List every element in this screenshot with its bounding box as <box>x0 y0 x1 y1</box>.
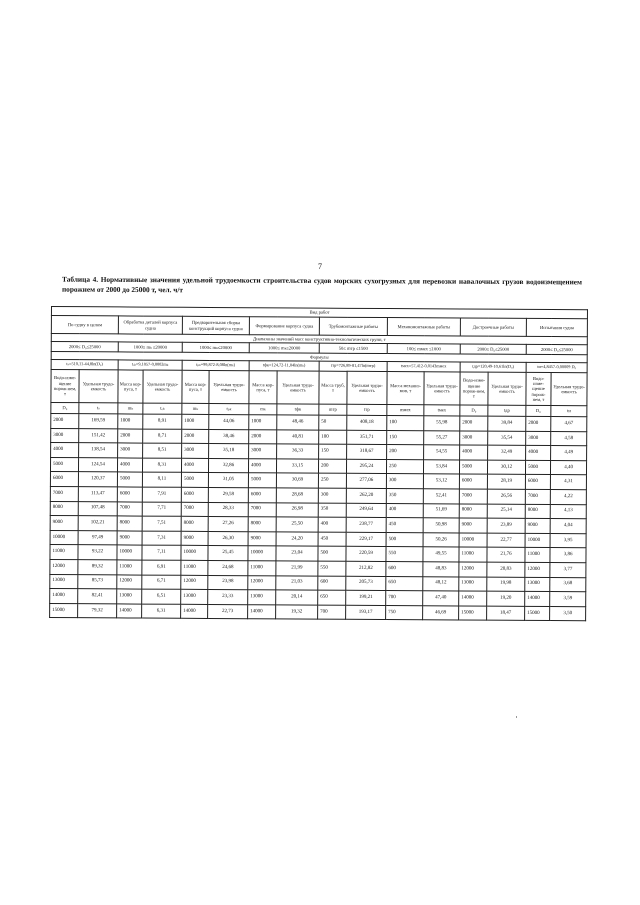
table-cell: 24,20 <box>276 532 318 547</box>
table-cell: 100 <box>387 416 424 431</box>
table-cell: 151,42 <box>79 428 118 443</box>
norms-table <box>49 306 588 622</box>
table-cell: 7,51 <box>142 516 181 531</box>
table-cell: 26,98 <box>276 502 318 517</box>
column-header: Испытания судна <box>526 318 587 336</box>
symbol-cell: tдр <box>488 405 526 416</box>
column-header: Формирование корпуса судна <box>249 317 319 335</box>
table-cell: 48,83 <box>423 562 459 577</box>
table-cell: 4000 <box>51 443 79 458</box>
table-cell: 262,20 <box>346 488 386 503</box>
table-cell: 18,47 <box>487 606 525 621</box>
table-cell: 13000 <box>181 589 208 604</box>
table-cell: 31,05 <box>208 473 248 488</box>
symbol-cell: D₀ <box>526 405 551 416</box>
table-cell: 32,49 <box>488 445 526 460</box>
table-cell: 199,21 <box>346 590 386 605</box>
table-cell: 14000 <box>525 592 550 607</box>
symbol-cell: tₚₖ <box>209 403 249 414</box>
table-cell: 13000 <box>50 574 78 589</box>
table-cell: 3,86 <box>550 548 586 563</box>
table-cell: 23,89 <box>487 518 525 533</box>
symbol-cell: mₖ <box>182 403 209 414</box>
table-cell: 6,31 <box>142 604 181 619</box>
table-cell: 7000 <box>459 489 487 504</box>
table-cell: 150 <box>319 444 347 459</box>
symbol-cell: tмех <box>424 405 460 416</box>
table-cell: 12000 <box>117 574 142 589</box>
table-cell: 53,84 <box>423 460 459 475</box>
table-cell: 25,45 <box>208 546 248 561</box>
table-cell: 15000 <box>50 603 78 618</box>
subheader-cell: Удельная трудо-емкость <box>347 371 387 404</box>
table-cell: 28,33 <box>208 502 248 517</box>
table-cell: 8,91 <box>143 414 182 429</box>
table-cell: 6000 <box>248 488 276 503</box>
table-cell: 28,68 <box>276 488 318 503</box>
table-cell: 8,11 <box>142 472 181 487</box>
table-cell: 29,58 <box>208 487 248 502</box>
table-cell: 11000 <box>181 560 208 575</box>
table-cell: 8,51 <box>143 443 182 458</box>
table-cell: 138,54 <box>79 443 118 458</box>
table-cell: 450 <box>318 532 346 547</box>
table-cell: 500 <box>386 532 423 547</box>
table-cell: 25,14 <box>487 504 525 519</box>
table-cell: 102,21 <box>78 516 117 531</box>
table-cell: 3000 <box>526 431 551 446</box>
table-cell: 4000 <box>117 458 142 473</box>
table-cell: 24,68 <box>208 560 248 575</box>
subheader-cell: Масса труб, т <box>319 371 347 404</box>
table-cell: 13000 <box>525 577 550 592</box>
formula-cell: tдр=120,49-10,61ln(D₀) <box>460 362 526 372</box>
table-cell: 6000 <box>117 487 142 502</box>
table-cell: 7,71 <box>142 502 181 517</box>
table-cell: 3000 <box>249 444 277 459</box>
table-cell: 55,27 <box>424 430 460 445</box>
range-cell: 1000≤ mₖ≤20000 <box>182 342 249 352</box>
table-cell: 4,58 <box>551 431 587 446</box>
table-cell: 8000 <box>181 516 208 531</box>
table-cell: 7000 <box>50 486 78 501</box>
range-cell: 1000≤ mₖ≤20000 <box>249 343 319 353</box>
table-cell: 30,12 <box>487 460 525 475</box>
table-cell: 5000 <box>248 473 276 488</box>
table-cell: 82,41 <box>78 589 117 604</box>
table-cell: 11000 <box>525 548 550 563</box>
table-cell: 400 <box>386 503 423 518</box>
range-cell: 2000≤ D₀≤25000 <box>51 342 118 352</box>
table-cell: 47,40 <box>423 591 459 606</box>
table-cell: 23,98 <box>208 575 248 590</box>
table-cell: 11000 <box>248 561 276 576</box>
table-cell: 7,91 <box>142 487 181 502</box>
symbol-cell: tфк <box>277 404 319 415</box>
table-cell: 14000 <box>50 589 78 604</box>
table-cell: 2000 <box>460 416 488 431</box>
table-cell: 26,56 <box>487 489 525 504</box>
table-cell: 48,12 <box>423 576 459 591</box>
column-header: Достроечные работы <box>460 318 526 336</box>
symbol-cell: mₖ <box>249 404 277 415</box>
table-cell: 650 <box>318 590 346 605</box>
table-row <box>50 603 586 621</box>
table-cell: 54,55 <box>424 445 460 460</box>
table-cell: 700 <box>386 591 423 606</box>
subheader-cell: Масса механиз-мов, т <box>387 372 424 405</box>
table-cell: 40,81 <box>277 429 319 444</box>
table-cell: 26,30 <box>208 531 248 546</box>
table-cell: 38,46 <box>209 429 249 444</box>
table-cell: 550 <box>318 561 346 576</box>
table-cell: 700 <box>318 605 346 620</box>
table-cell: 13000 <box>117 589 142 604</box>
table-cell: 450 <box>386 518 423 533</box>
column-header: Механомонтажные работы <box>387 318 460 336</box>
subheader-cell: Удельная трудо-емкость <box>424 372 460 405</box>
table-cell: 3,68 <box>550 577 586 592</box>
formula-cell: tₚₖ=99,872-8,08ln(mₖ) <box>182 360 249 370</box>
table-cell: 600 <box>318 576 346 591</box>
table-cell: 20,14 <box>276 590 318 605</box>
table-cell: 4000 <box>460 445 488 460</box>
formula-cell: tтр=726,89-81,47ln(mтр) <box>319 361 387 371</box>
table-cell: 21,99 <box>276 561 318 576</box>
table-cell: 21,03 <box>276 575 318 590</box>
table-cell: 85,73 <box>78 574 117 589</box>
range-cell: 100≤ mмех ≤1000 <box>387 344 460 354</box>
table-cell: 6,91 <box>142 560 181 575</box>
table-cell: 21,76 <box>487 548 525 563</box>
table-cell: 4,31 <box>550 475 586 490</box>
ranges-title: Диапазоны значений масс конструктивно-технологических групп, т <box>51 334 587 345</box>
table-cell: 250 <box>386 459 423 474</box>
table-cell: 249,64 <box>346 503 386 518</box>
table-cell: 19,32 <box>276 605 318 620</box>
table-cell: 19,20 <box>487 591 525 606</box>
table-cell: 120,37 <box>78 472 117 487</box>
table-cell: 500 <box>318 546 346 561</box>
table-cell: 11000 <box>50 545 78 560</box>
table-cell: 2000 <box>526 416 551 431</box>
symbol-cell: mₖ <box>118 403 143 414</box>
table-cell: 169,59 <box>79 414 118 429</box>
table-cell: 23,04 <box>276 546 318 561</box>
table-cell: 8000 <box>50 501 78 516</box>
table-cell: 13000 <box>459 577 487 592</box>
table-cell: 46,69 <box>423 605 459 620</box>
table-cell: 12000 <box>50 559 78 574</box>
table-cell: 6,71 <box>142 575 181 590</box>
table-cell: 1000 <box>249 415 277 430</box>
subheader-cell: Масса кор-пуса, т <box>182 370 209 403</box>
table-cell: 600 <box>386 561 423 576</box>
table-cell: 550 <box>386 547 423 562</box>
table-cell: 35,18 <box>209 444 249 459</box>
table-cell: 35,54 <box>488 431 526 446</box>
table-cell: 93,22 <box>78 545 117 560</box>
table-cell: 3,50 <box>550 606 586 621</box>
table-cell: 27,26 <box>208 517 248 532</box>
table-cell: 53,12 <box>423 474 459 489</box>
table-cell: 14000 <box>248 604 276 619</box>
subheader-cell: Водо-изме-щение порож-нем, т <box>526 372 551 405</box>
table-cell: 22,77 <box>487 533 525 548</box>
table-cell: 4,49 <box>551 446 587 461</box>
formula-cell: tи=4,8457-0,00009 D₀ <box>526 362 587 372</box>
work-type-header: Вид работ <box>51 307 587 319</box>
table-cell: 4,22 <box>550 490 586 505</box>
table-cell: 238,77 <box>346 517 386 532</box>
table-cell: 229,17 <box>346 532 386 547</box>
table-cell: 5000 <box>50 457 78 472</box>
table-cell: 89,32 <box>78 560 117 575</box>
table-cell: 10000 <box>525 533 550 548</box>
table-cell: 11000 <box>459 547 487 562</box>
table-cell: 51,69 <box>423 503 459 518</box>
table-cell: 25,50 <box>276 517 318 532</box>
subheader-cell: Масса кор-пуса, т <box>249 371 277 404</box>
table-cell: 2000 <box>182 429 209 444</box>
table-cell: 3000 <box>460 431 488 446</box>
table-caption: Таблица 4. Нормативные значения удельной трудоемкости строительства судов морских сухогрузных для перевозки навалочных грузов водоизмещением порожнем от 2000 до 25000 т, чел. ч/т <box>61 274 583 295</box>
table-cell: 351,71 <box>347 430 387 445</box>
table-cell: 3000 <box>182 443 209 458</box>
table-cell: 750 <box>386 605 423 620</box>
table-cell: 7,31 <box>142 531 181 546</box>
table-cell: 12000 <box>248 575 276 590</box>
table-cell: 7000 <box>117 501 142 516</box>
table-cell: 205,73 <box>346 576 386 591</box>
table-cell: 33,15 <box>276 459 318 474</box>
column-header: По судну в целом <box>51 316 118 334</box>
table-cell: 408,18 <box>347 415 387 430</box>
symbol-cell: tтр <box>347 404 387 415</box>
table-cell: 19,98 <box>487 577 525 592</box>
table-cell: 10000 <box>248 546 276 561</box>
table-cell: 9000 <box>525 519 550 534</box>
table-cell: 300 <box>318 488 346 503</box>
table-cell: 10000 <box>50 530 78 545</box>
table-cell: 8,71 <box>143 429 182 444</box>
table-cell: 3,59 <box>550 592 586 607</box>
norms-table-container <box>49 306 587 622</box>
table-cell: 277,06 <box>346 474 386 489</box>
table-cell: 5000 <box>459 460 487 475</box>
symbol-cell: D₀ <box>51 403 79 414</box>
symbol-cell: tи <box>551 406 587 417</box>
column-header: Обработка деталей корпуса судна <box>118 316 182 334</box>
table-cell: 49,55 <box>423 547 459 562</box>
formulas-title: Формулы <box>51 352 587 363</box>
subheader-cell: Удельная трудо-емкость <box>209 370 249 403</box>
subheader-cell: Удельная трудо-емкость <box>143 370 182 403</box>
table-cell: 1000 <box>182 414 209 429</box>
subheader-cell: Масса кор-пуса, т <box>118 370 143 403</box>
table-cell: 14000 <box>181 604 208 619</box>
table-cell: 5000 <box>525 460 550 475</box>
table-cell: 12000 <box>525 562 550 577</box>
table-cell: 12000 <box>181 575 208 590</box>
subheader-cell: Удельная трудо-емкость <box>551 373 587 406</box>
table-cell: 50,26 <box>423 533 459 548</box>
table-cell: 14000 <box>459 591 487 606</box>
table-cell: 12000 <box>459 562 487 577</box>
range-cell: 2000≤ D₀≤25000 <box>460 344 526 354</box>
subheader-cell: Удельная трудо-емкость <box>488 372 526 405</box>
table-cell: 5000 <box>181 473 208 488</box>
table-cell: 6000 <box>525 475 550 490</box>
table-cell: 4,40 <box>550 460 586 475</box>
table-cell: 107,48 <box>78 501 117 516</box>
table-cell: 200 <box>387 445 424 460</box>
range-cell: 2000≤ D₀≤25000 <box>526 344 587 354</box>
table-cell: 79,32 <box>78 603 117 618</box>
table-cell: 8000 <box>117 516 142 531</box>
table-cell: 52,41 <box>423 489 459 504</box>
table-cell: 6000 <box>181 487 208 502</box>
table-cell: 150 <box>387 430 424 445</box>
table-cell: 1000 <box>118 414 143 429</box>
table-cell: 9000 <box>459 518 487 533</box>
table-cell: 97,49 <box>78 530 117 545</box>
table-cell: 6000 <box>459 474 487 489</box>
table-cell: 10000 <box>459 533 487 548</box>
table-cell: 2000 <box>51 414 79 429</box>
table-cell: 350 <box>386 489 423 504</box>
table-cell: 7000 <box>248 502 276 517</box>
table-cell: 220,59 <box>346 547 386 562</box>
table-cell: 7000 <box>525 489 550 504</box>
table-cell: 4000 <box>526 446 551 461</box>
symbol-cell: D₀ <box>460 405 488 416</box>
table-cell: 8000 <box>525 504 550 519</box>
table-cell: 4,13 <box>550 504 586 519</box>
column-header: Трубомонтажные работы <box>319 317 387 335</box>
table-cell: 124,54 <box>78 457 117 472</box>
table-cell: 7000 <box>181 502 208 517</box>
table-cell: 8,31 <box>142 458 181 473</box>
table-cell: 350 <box>318 503 346 518</box>
table-cell: 15000 <box>459 606 487 621</box>
symbol-cell: tₒₖ <box>143 403 182 414</box>
table-cell: 300 <box>386 474 423 489</box>
table-cell: 5000 <box>117 472 142 487</box>
table-cell: 50 <box>319 415 347 430</box>
formula-cell: tₒₖ=9,1057-0,0002mₖ <box>118 360 182 370</box>
table-cell: 3000 <box>118 443 143 458</box>
table-cell: 55,98 <box>424 416 460 431</box>
table-cell: 295,24 <box>346 459 386 474</box>
table-cell: 2000 <box>118 429 143 444</box>
table-cell: 250 <box>318 474 346 489</box>
scan-speck <box>516 716 517 718</box>
table-cell: 4000 <box>248 458 276 473</box>
table-cell: 100 <box>319 430 347 445</box>
table-cell: 4,67 <box>551 417 587 432</box>
table-cell: 9000 <box>117 531 142 546</box>
subheader-cell: Удельная трудо-емкость <box>277 371 319 404</box>
table-cell: 11000 <box>117 560 142 575</box>
formula-cell: tфк=124,72-11,04ln(mₖ) <box>249 361 319 371</box>
formula-cell: tмех=57,412-0,0143mмех <box>387 362 460 372</box>
symbol-cell: tₛ <box>79 403 118 414</box>
table-cell: 9000 <box>50 516 78 531</box>
table-cell: 200 <box>318 459 346 474</box>
table-cell: 48,46 <box>277 415 319 430</box>
table-cell: 14000 <box>117 604 142 619</box>
table-cell: 10000 <box>181 546 208 561</box>
table-cell: 4,04 <box>550 519 586 534</box>
subheader-cell: Водо-изме-щение порож-нем, т <box>51 370 79 403</box>
table-cell: 8000 <box>248 517 276 532</box>
table-cell: 22,73 <box>208 604 248 619</box>
table-cell: 113,47 <box>78 487 117 502</box>
table-cell: 9000 <box>248 531 276 546</box>
table-cell: 650 <box>386 576 423 591</box>
table-cell: 50,98 <box>423 518 459 533</box>
formula-cell: tₛ=510,11-44,8ln(D₀) <box>51 360 118 370</box>
table-cell: 3,77 <box>550 562 586 577</box>
table-cell: 6000 <box>50 472 78 487</box>
table-cell: 3,95 <box>550 533 586 548</box>
symbol-cell: mмех <box>387 405 424 416</box>
table-cell: 36,33 <box>277 444 319 459</box>
table-cell: 400 <box>318 517 346 532</box>
table-cell: 7,11 <box>142 545 181 560</box>
table-cell: 20,83 <box>487 562 525 577</box>
range-cell: 50≤ mтр ≤1500 <box>319 343 387 353</box>
range-cell: 1000≤ mₖ ≤20000 <box>118 342 182 352</box>
table-cell: 2000 <box>249 429 277 444</box>
table-cell: 4000 <box>181 458 208 473</box>
table-cell: 44,06 <box>209 414 249 429</box>
table-cell: 39,84 <box>488 416 526 431</box>
table-cell: 9000 <box>181 531 208 546</box>
subheader-cell: Удельная трудо-емкость <box>79 370 118 403</box>
table-cell: 212,82 <box>346 561 386 576</box>
table-cell: 318,67 <box>347 444 387 459</box>
column-header: Предварительная сборка конструкций корпуса судна <box>182 316 249 334</box>
table-cell: 15000 <box>525 606 550 621</box>
subheader-cell: Водо-изме-щение порож-нем, т <box>460 372 488 405</box>
table-cell: 28,19 <box>487 475 525 490</box>
table-cell: 13000 <box>248 590 276 605</box>
table-cell: 6,51 <box>142 589 181 604</box>
table-cell: 30,69 <box>276 473 318 488</box>
symbol-cell: mтр <box>319 404 347 415</box>
table-cell: 8000 <box>459 504 487 519</box>
table-cell: 193,17 <box>346 605 386 620</box>
table-cell: 10000 <box>117 545 142 560</box>
page-number: 7 <box>318 262 322 271</box>
table-cell: 23,33 <box>208 590 248 605</box>
table-cell: 3000 <box>51 428 79 443</box>
table-cell: 32,86 <box>208 458 248 473</box>
